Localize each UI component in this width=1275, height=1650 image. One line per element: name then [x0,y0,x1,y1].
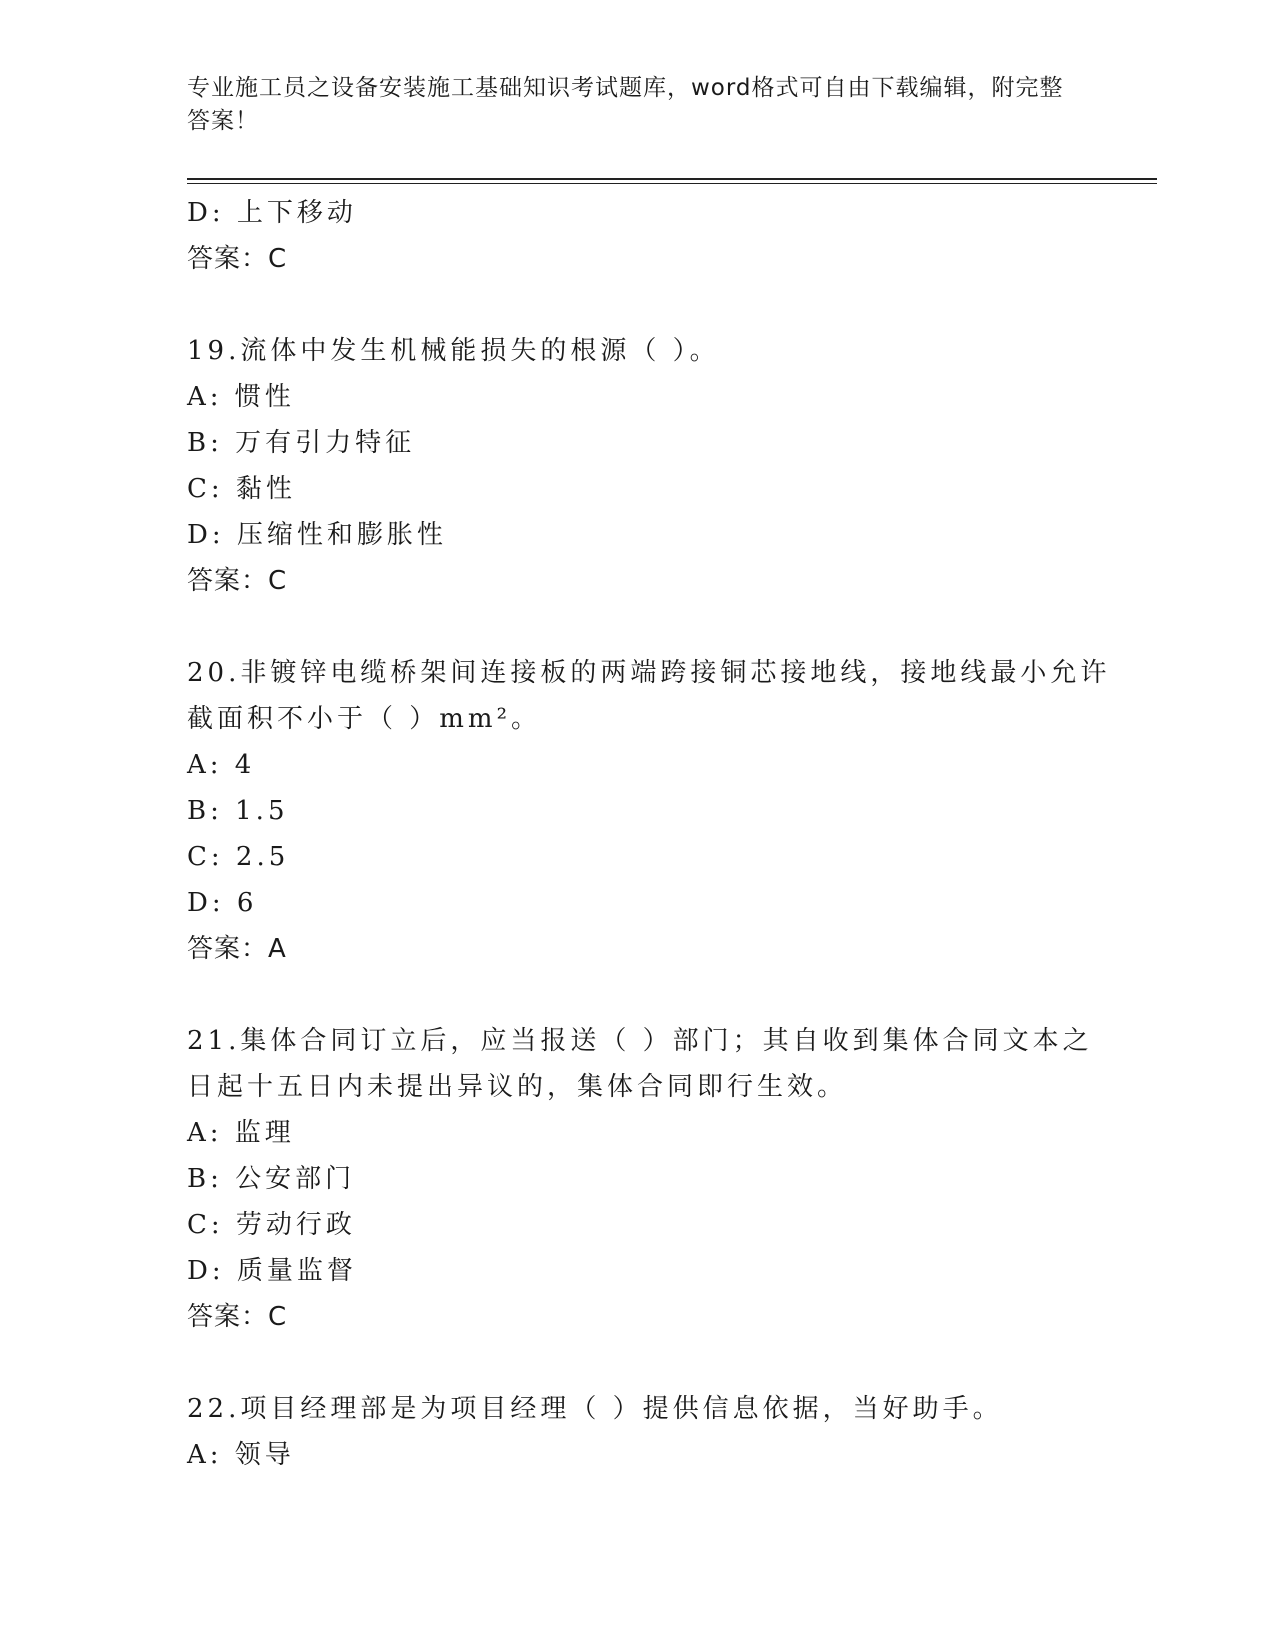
header-divider [187,178,1157,184]
question-21-answer: 答案：C [187,1302,288,1332]
question-20-stem-line2: 截面积不小于（ ）mm²。 [187,704,541,734]
question-20-option-a: A: 4 [187,750,256,780]
spacer [187,282,1087,328]
question-22-option-a: A: 领导 [187,1440,295,1470]
question-19-option-c: C: 黏性 [187,474,296,504]
question-19-stem: 19.流体中发生机械能损失的根源（ ）。 [187,336,720,366]
question-19-option-a: A: 惯性 [187,382,295,412]
option-d: D: 上下移动 [187,198,357,228]
question-20-option-b: B: 1.5 [187,796,289,826]
question-list [187,190,1111,1478]
question-20-option-c: C: 2.5 [187,842,290,872]
question-19-option-b: B: 万有引力特征 [187,428,416,458]
question-21-option-a: A: 监理 [187,1118,295,1148]
question-21-stem-line1: 21.集体合同订立后，应当报送（ ）部门；其自收到集体合同文本之 [187,1026,1093,1056]
question-21-option-c: C: 劳动行政 [187,1210,356,1240]
question-22-stem: 22.项目经理部是为项目经理（ ）提供信息依据，当好助手。 [187,1394,1003,1424]
question-20-stem-line1: 20.非镀锌电缆桥架间连接板的两端跨接铜芯接地线，接地线最小允许 [187,658,1111,688]
question-21-option-b: B: 公安部门 [187,1164,356,1194]
spacer [187,604,1087,650]
answer-label: 答案：C [187,244,288,274]
page-header: 专业施工员之设备安装施工基础知识考试题库，word格式可自由下载编辑，附完整答案！ [187,75,1064,134]
question-19-option-d: D: 压缩性和膨胀性 [187,520,447,550]
question-21-stem-line2: 日起十五日内未提出异议的，集体合同即行生效。 [187,1072,848,1102]
spacer [187,1340,1087,1386]
question-21-option-d: D: 质量监督 [187,1256,357,1286]
question-20-option-d: D: 6 [187,888,258,918]
question-20-answer: 答案：A [187,934,287,964]
question-19-answer: 答案：C [187,566,288,596]
spacer [187,972,1087,1018]
